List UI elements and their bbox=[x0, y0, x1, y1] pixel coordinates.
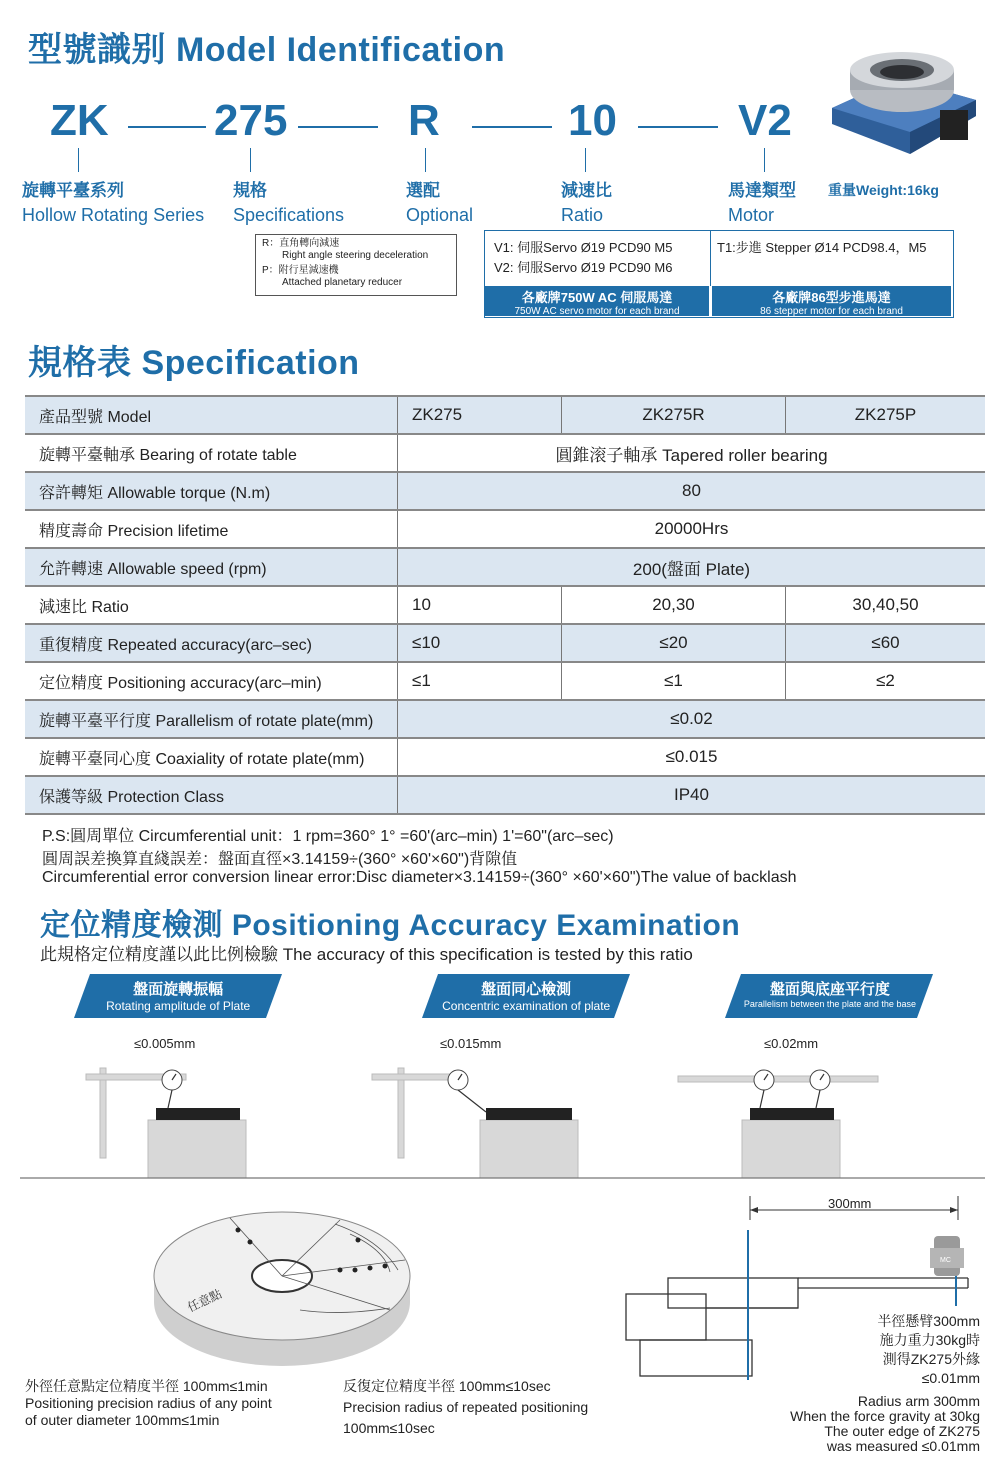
table-row: 精度壽命 Precision lifetime 20000Hrs bbox=[25, 510, 985, 548]
specification-title: 規格表 Specification bbox=[28, 344, 360, 382]
caption-right-en: Radius arm 300mm When the force gravity at 30kg The outer edge of ZK275 was measured ≤0.01mm bbox=[790, 1393, 980, 1454]
code-spec: 275 bbox=[214, 96, 288, 145]
motor-t1: T1:步進 Stepper Ø14 PCD98.4，M5 bbox=[717, 240, 927, 255]
code-series: ZK bbox=[50, 96, 109, 145]
table-row: 允許轉速 Allowable speed (rpm) 200(盤面 Plate) bbox=[25, 548, 985, 586]
motor-v1: V1: 伺服Servo Ø19 PCD90 M5 bbox=[494, 240, 673, 255]
positioning-title: 定位精度檢測 Positioning Accuracy Examination bbox=[40, 909, 741, 942]
model-identification-title: 型號識别 Model Identification bbox=[28, 31, 506, 69]
note-line-3: Circumferential error conversion linear error:Disc diameter×3.14159÷(360° ×60'×60")The value of backlash bbox=[42, 869, 797, 886]
tolerance-1: ≤0.005mm bbox=[134, 1036, 196, 1051]
label-series: 旋轉平臺系列 Hollow Rotating Series bbox=[22, 181, 205, 225]
servo-bar: 各廠牌750W AC 伺服馬達 750W AC servo motor for each brand bbox=[485, 286, 709, 316]
test-badge-3: 盤面與底座平行度 Parallelism between the plate and the base bbox=[725, 974, 933, 1018]
option-box: R：直角轉向減速 Right angle steering deceleration P：附行星減速機 Attached planetary reducer bbox=[255, 234, 457, 296]
label-ratio: 減速比 Ratio bbox=[561, 181, 612, 225]
stepper-bar: 各廠牌86型步進馬達 86 stepper motor for each brand bbox=[712, 286, 951, 316]
table-row: 旋轉平臺平行度 Parallelism of rotate plate(mm) ≤0.02 bbox=[25, 700, 985, 738]
test-badge-1: 盤面旋轉振幅 Rotating amplitude of Plate bbox=[74, 974, 282, 1018]
disc-illustration bbox=[150, 1190, 430, 1380]
table-row: 定位精度 Positioning accuracy(arc–min) ≤1 ≤1 ≤2 bbox=[25, 662, 985, 700]
tolerance-2: ≤0.015mm bbox=[440, 1036, 502, 1051]
table-row: 旋轉平臺同心度 Coaxiality of rotate plate(mm) ≤0.015 bbox=[25, 738, 985, 776]
caption-middle: 反復定位精度半徑 100mm≤10sec Precision radius of repeated positioning 100mm≤10sec bbox=[343, 1378, 589, 1436]
tolerance-3: ≤0.02mm bbox=[764, 1036, 819, 1051]
disc-label: 任意點 bbox=[185, 1286, 224, 1315]
weight-mark: MC bbox=[940, 1257, 951, 1264]
test-rig-illustrations bbox=[0, 1060, 1000, 1180]
motor-v2: V2: 伺服Servo Ø19 PCD90 M6 bbox=[494, 260, 673, 275]
caption-left: 外徑任意點定位精度半徑 100mm≤1min Positioning precision radius of any point of outer diameter 100mm≤1min bbox=[25, 1378, 272, 1428]
test-badge-2: 盤面同心檢測 Concentric examination of plate bbox=[422, 974, 630, 1018]
label-option: 選配 Optional bbox=[406, 181, 474, 225]
table-row: 保護等級 Protection Class IP40 bbox=[25, 776, 985, 814]
table-row: 產品型號 Model ZK275 ZK275R ZK275P bbox=[25, 396, 985, 434]
table-row: 容許轉矩 Allowable torque (N.m) 80 bbox=[25, 472, 985, 510]
label-motor: 馬達類型 Motor bbox=[728, 181, 796, 225]
caption-right-cn: 半徑懸臂300mm 施力重力30kg時 測得ZK275外緣 ≤0.01mm bbox=[877, 1313, 980, 1386]
table-row: 旋轉平臺軸承 Bearing of rotate table 圓錐滚子軸承 Tapered roller bearing bbox=[25, 434, 985, 472]
dimension-label: 300mm bbox=[828, 1196, 872, 1211]
positioning-subtitle: 此規格定位精度謹以此比例檢驗 The accuracy of this specification is tested by this ratio bbox=[40, 945, 693, 964]
code-motor: V2 bbox=[738, 96, 792, 145]
table-row: 減速比 Ratio 10 20,30 30,40,50 bbox=[25, 586, 985, 624]
spec-table bbox=[25, 395, 985, 815]
note-line-1: P.S:圓周單位 Circumferential unit：1 rpm=360° 1° =60'(arc–min) 1'=60"(arc–sec) bbox=[42, 828, 614, 845]
table-row: 重復精度 Repeated accuracy(arc–sec) ≤10 ≤20 ≤60 bbox=[25, 624, 985, 662]
note-line-2: 圓周誤差換算直綫誤差：盤面直徑×3.14159÷(360° ×60'×60")背隙值 bbox=[42, 851, 518, 868]
code-option: R bbox=[408, 96, 440, 145]
weight-label: 重量Weight:16kg bbox=[828, 182, 939, 198]
label-spec: 規格 Specifications bbox=[233, 181, 345, 225]
product-image bbox=[828, 50, 980, 162]
code-ratio: 10 bbox=[568, 96, 617, 145]
